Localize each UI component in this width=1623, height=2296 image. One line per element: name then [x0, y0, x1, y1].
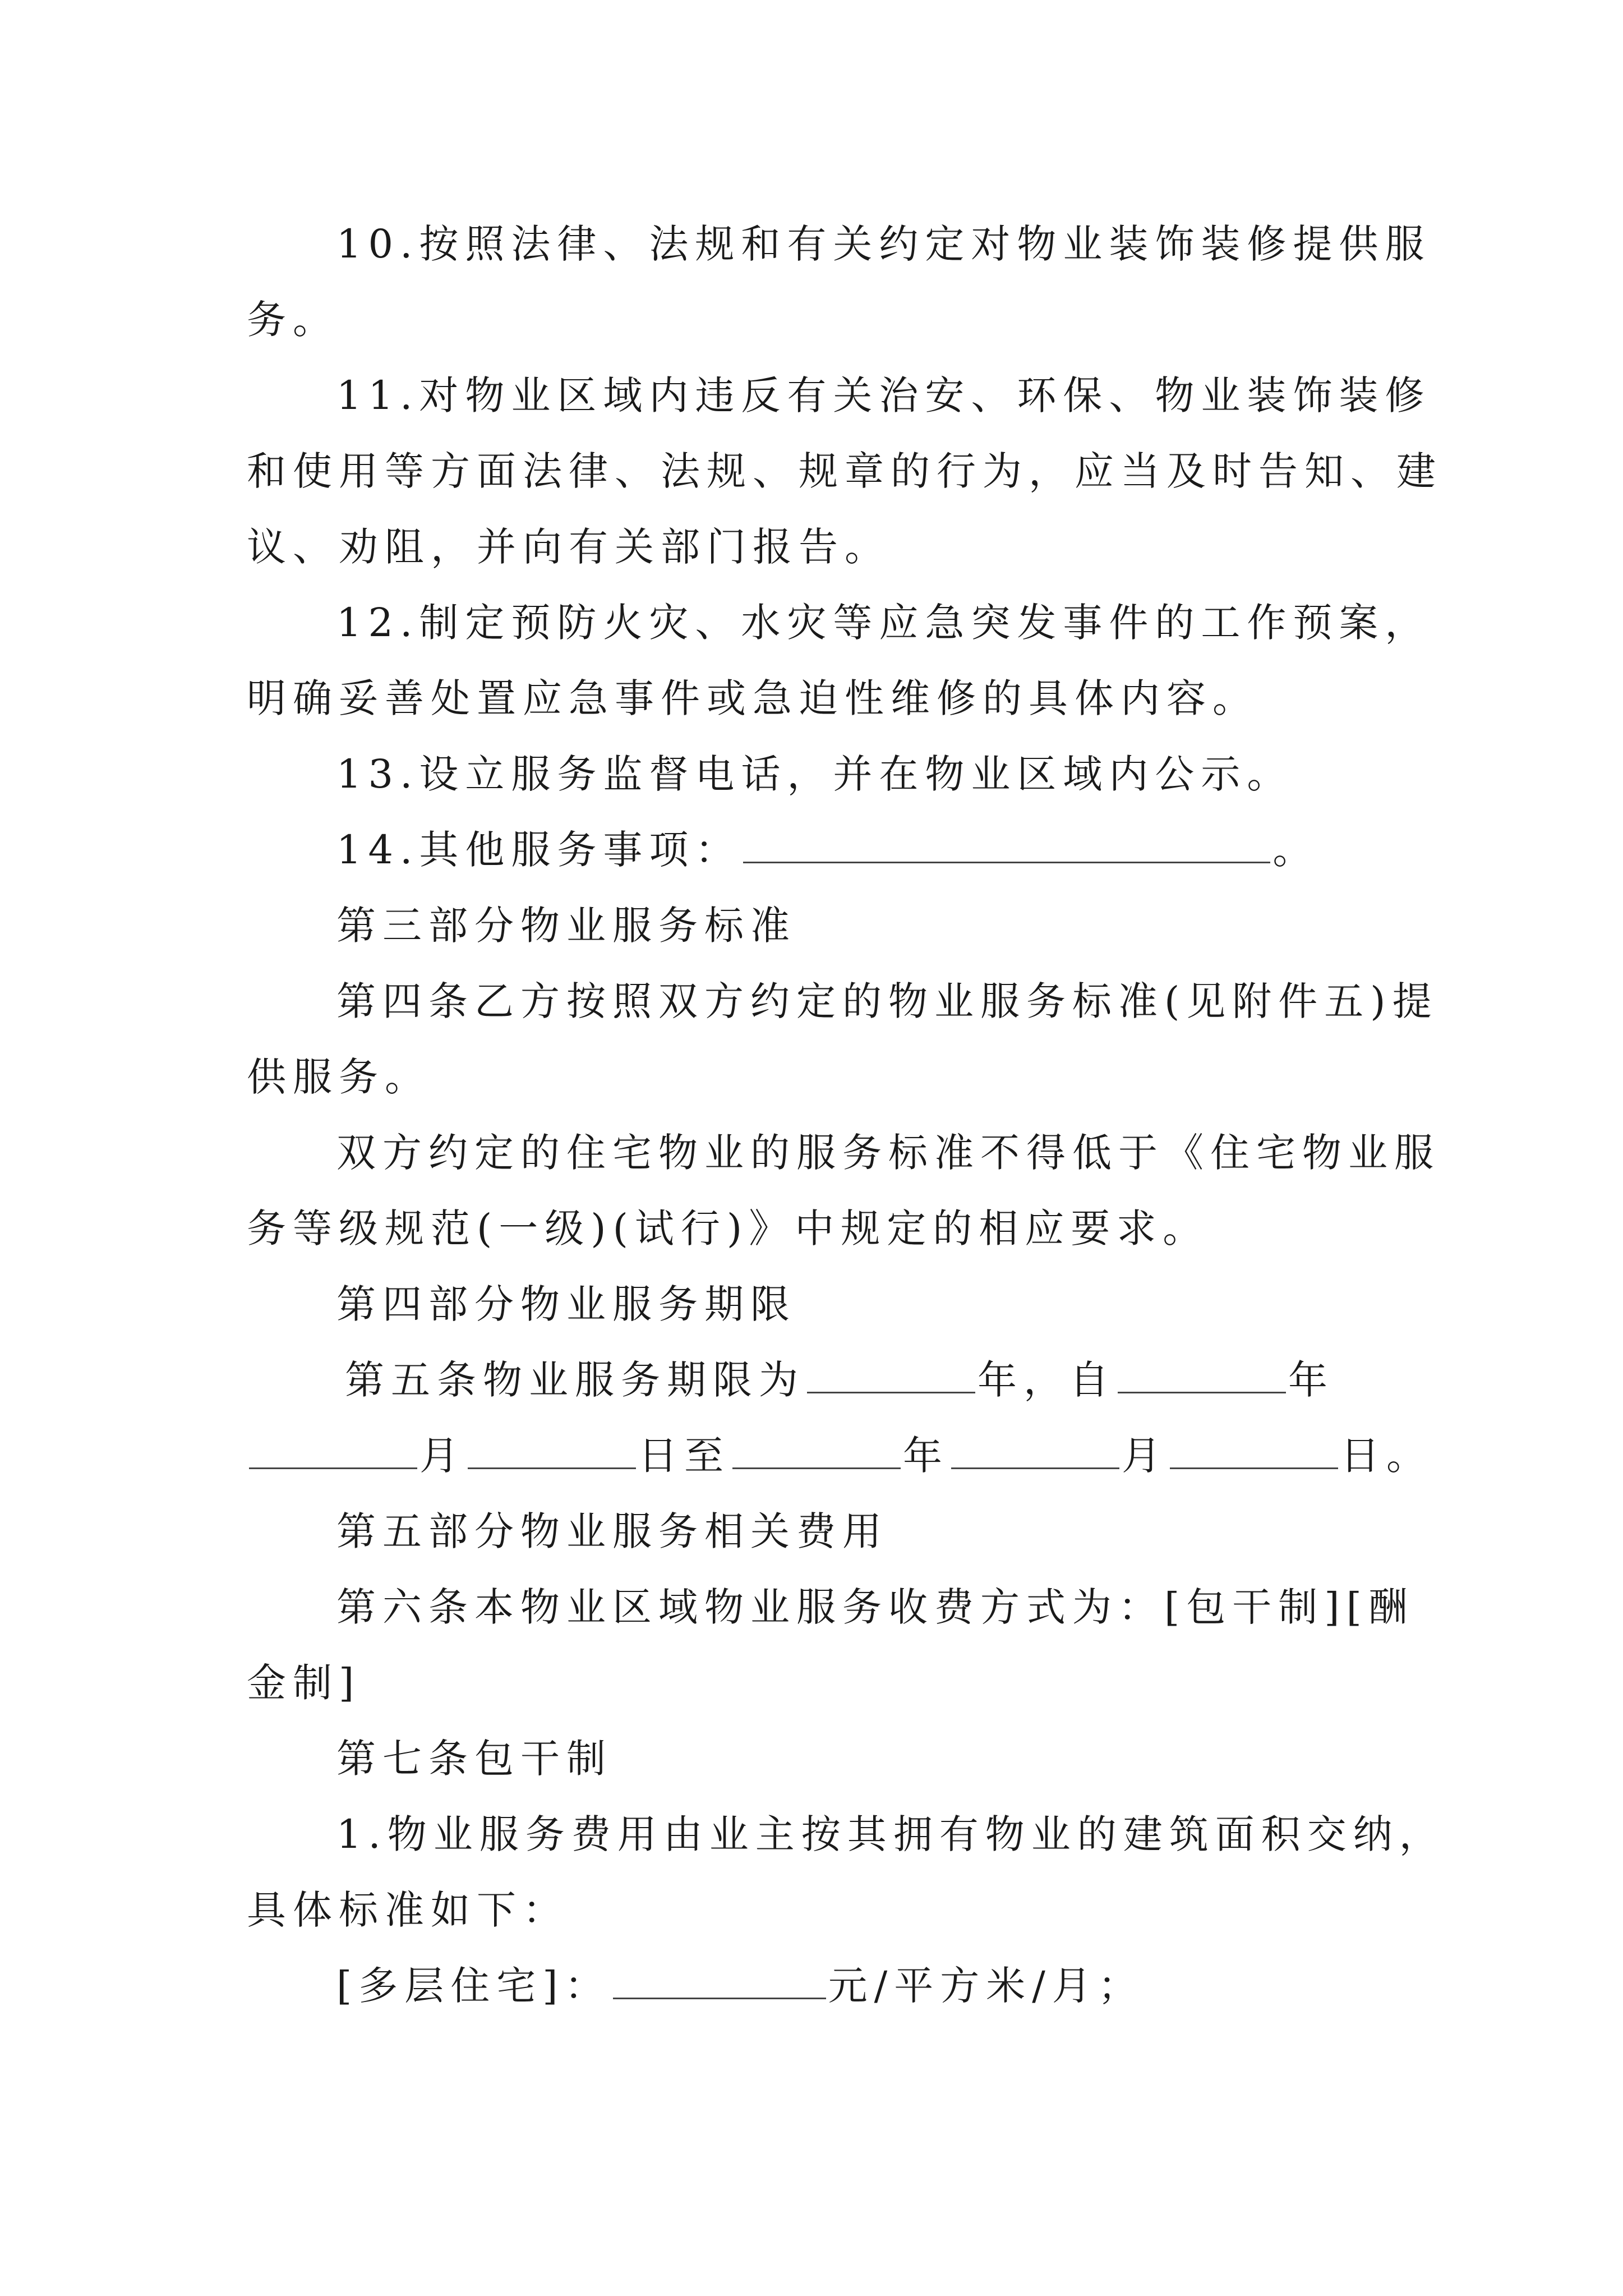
multistory-label: [多层住宅]：: [336, 1963, 611, 2009]
day-to-label: 日至: [638, 1433, 730, 1479]
fee-line-1: 1.物业服务费用由业主按其拥有物业的建筑面积交纳，: [336, 1811, 1445, 1857]
start-day-blank: [468, 1433, 636, 1469]
article-5-year: 年: [1288, 1357, 1334, 1403]
end-month-label: 月: [1122, 1433, 1168, 1479]
multistory-fee-blank: [613, 1963, 826, 1999]
standard-line-2: 务等级规范(一级)(试行)》中规定的相应要求。: [247, 1205, 1209, 1251]
part-3-heading: 第三部分物业服务标准: [336, 903, 796, 949]
month-label: 月: [419, 1433, 465, 1479]
part-4-heading: 第四部分物业服务期限: [336, 1281, 796, 1327]
clause-13-line: 13.设立服务监督电话，并在物业区域内公示。: [336, 751, 1293, 797]
clause-11-line-2: 和使用等方面法律、法规、规章的行为，应当及时告知、建: [247, 448, 1442, 494]
start-year-blank: [1118, 1357, 1286, 1393]
fee-line-2: 具体标准如下：: [247, 1887, 569, 1933]
end-year-blank: [732, 1433, 901, 1469]
article-7-heading: 第七条包干制: [336, 1736, 612, 1782]
multistory-unit: 元/平方米/月；: [828, 1963, 1144, 2009]
article-6-line-1: 第六条本物业区域物业服务收费方式为：[包干制][酬: [336, 1584, 1414, 1630]
start-month-blank: [249, 1433, 417, 1469]
other-services-blank: [743, 827, 1270, 863]
clause-14-line: [336, 825, 1623, 875]
standard-line-1: 双方约定的住宅物业的服务标准不得低于《住宅物业服: [336, 1130, 1440, 1176]
article-4-line-2: 供服务。: [247, 1054, 431, 1100]
clause-10-line-1: 10.按照法律、法规和有关约定对物业装饰装修提供服: [336, 221, 1431, 267]
clause-11-line-1: 11.对物业区域内违反有关治安、环保、物业装饰装修: [336, 372, 1431, 418]
article-5-line-1: [345, 1355, 1623, 1405]
clause-10-line-2: 务。: [247, 297, 339, 343]
part-5-heading: 第五部分物业服务相关费用: [336, 1508, 888, 1554]
multistory-fee-line: [336, 1961, 1623, 2011]
clause-12-line-1: 12.制定预防火灾、水灾等应急突发事件的工作预案，: [336, 600, 1431, 646]
article-5-from: 年，自: [978, 1357, 1115, 1403]
clause-14-label: 14.其他服务事项：: [336, 827, 741, 873]
article-5-label: 第五条物业服务期限为: [345, 1357, 805, 1403]
end-day-blank: [1170, 1433, 1338, 1469]
end-month-blank: [951, 1433, 1119, 1469]
article-4-line-1: 第四条乙方按照双方约定的物业服务标准(见附件五)提: [336, 978, 1438, 1024]
article-5-line-2: [247, 1430, 1623, 1481]
clause-12-line-2: 明确妥善处置应急事件或急迫性维修的具体内容。: [247, 675, 1258, 721]
term-years-blank: [807, 1357, 975, 1393]
clause-11-line-3: 议、劝阻，并向有关部门报告。: [247, 524, 891, 570]
article-6-line-2: 金制]: [247, 1660, 361, 1706]
end-day-label: 日。: [1340, 1433, 1432, 1479]
end-year-label: 年: [903, 1433, 949, 1479]
clause-14-end: 。: [1272, 827, 1319, 873]
